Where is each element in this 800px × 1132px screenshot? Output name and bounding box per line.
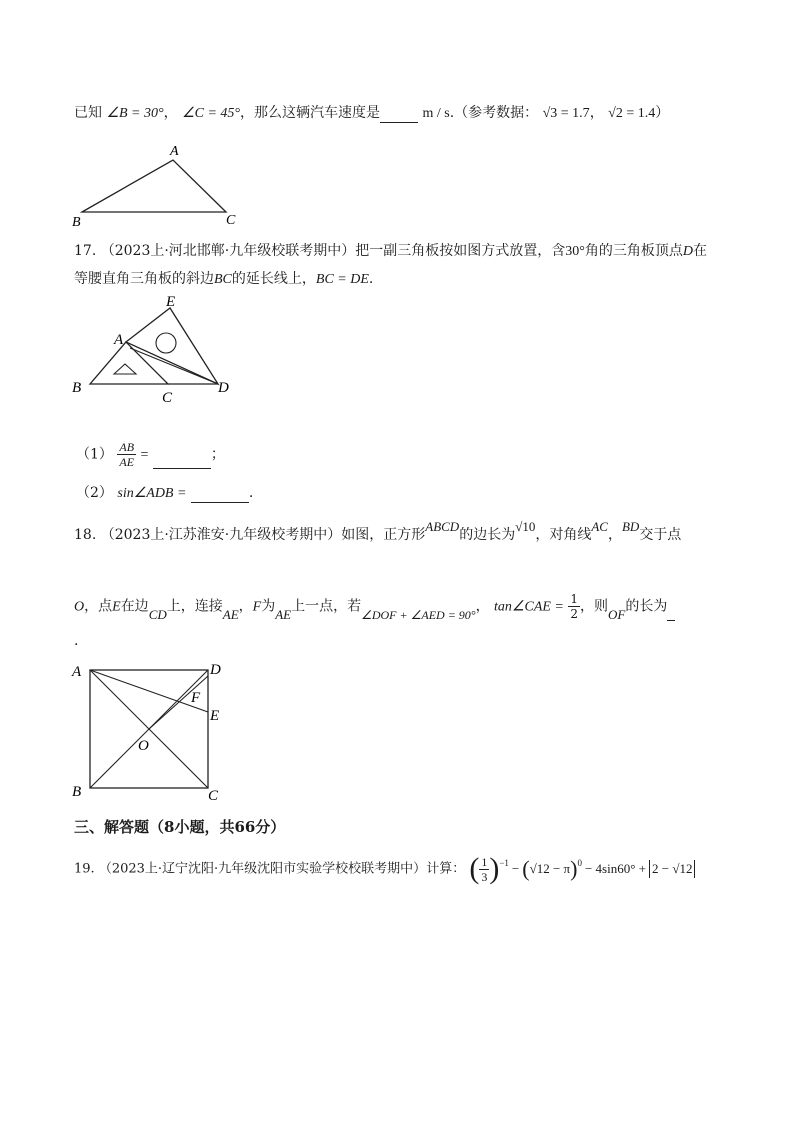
question-number: 19.	[74, 861, 95, 877]
unit: m / s	[422, 106, 450, 121]
question-source: （2023上·江苏淮安·九年级校考期中）	[100, 527, 342, 543]
q16-condition-line: 已知 ∠B = 30°， ∠C = 45°，那么这辆汽车速度是 m / s.（参考数据： √3 = 1.7， √2 = 1.4）	[74, 105, 670, 121]
q17-line2: 等腰直角三角板的斜边BC的延长线上，BC = DE.	[74, 271, 374, 287]
label-a: A	[114, 332, 124, 348]
label-a: A	[170, 144, 179, 159]
q17-sub2: （2） sin∠ADB = .	[76, 485, 254, 501]
label-b: B	[72, 380, 82, 396]
label-o: O	[138, 738, 149, 754]
q16-triangle-figure	[68, 142, 248, 230]
label-c: C	[162, 390, 173, 406]
question-source: （2023上·辽宁沈阳·九年级沈阳市实验学校校联考期中）	[98, 861, 427, 877]
q18-end-dot: .	[74, 633, 79, 649]
fraction-one-half: $\frac{1}{2}$	[570, 592, 578, 621]
label-f: F	[191, 690, 201, 706]
label-e: E	[166, 296, 176, 310]
section-heading: 三、解答题（8小题，共66分）	[74, 818, 286, 836]
q17-line1: 17. （2023上·河北邯郸·九年级校联考期中）把一副三角板按如图方式放置，含30°角的三角板顶点D在	[74, 243, 707, 259]
fraction-ab-ae: $\frac{AB}{AE}$	[119, 440, 135, 469]
q19-expression: ( $\frac{1}{3}$ ) $^{-1}$ − ( √12 − π ) $^0$ − 4sin60° + 2 − √12	[469, 854, 695, 884]
sqrt2-ref: √2 = 1.4	[608, 106, 656, 121]
q18-square-figure	[68, 656, 238, 806]
label-b: B	[72, 215, 81, 230]
label-c: C	[208, 788, 219, 804]
q17-sub1: （1） $\frac{AB}{AE}$ = ；	[76, 440, 225, 469]
label-e: E	[210, 708, 220, 724]
q19-line: 19. （2023上·辽宁沈阳·九年级沈阳市实验学校校联考期中）计算： ( $\frac{1}{3}$ ) $^{-1}$ − ( √12 − π ) $^0$ − 4sin60° + 2 − √12	[74, 854, 695, 884]
angle-c: ∠C = 45°	[182, 106, 240, 121]
label-a: A	[72, 664, 82, 680]
answer-blank-1	[153, 450, 211, 469]
sqrt3-ref: √3 = 1.7	[542, 106, 590, 121]
angle-b: ∠B = 30°	[106, 106, 164, 121]
answer-blank	[380, 104, 418, 123]
answer-blank	[667, 602, 675, 621]
label-b: B	[72, 784, 82, 800]
answer-blank-2	[191, 484, 249, 503]
label-c: C	[226, 213, 236, 228]
label-d: D	[210, 662, 221, 678]
question-number: 18.	[74, 527, 97, 543]
q17-set-square-figure	[68, 296, 248, 406]
label-d: D	[218, 380, 229, 396]
question-source: （2023上·河北邯郸·九年级校联考期中）	[100, 243, 356, 259]
question-number: 17.	[74, 243, 97, 259]
q18-line2: O，点E在边CD上，连接AE，F为AE上一点，若∠DOF + ∠AED = 90°， tan∠CAE = $\frac{1}{2}$ ，则OF的长为	[74, 592, 675, 621]
q18-line1: 18. （2023上·江苏淮安·九年级校考期中）如图，正方形ABCD的边长为√10，对角线AC，BD交于点	[74, 519, 682, 543]
